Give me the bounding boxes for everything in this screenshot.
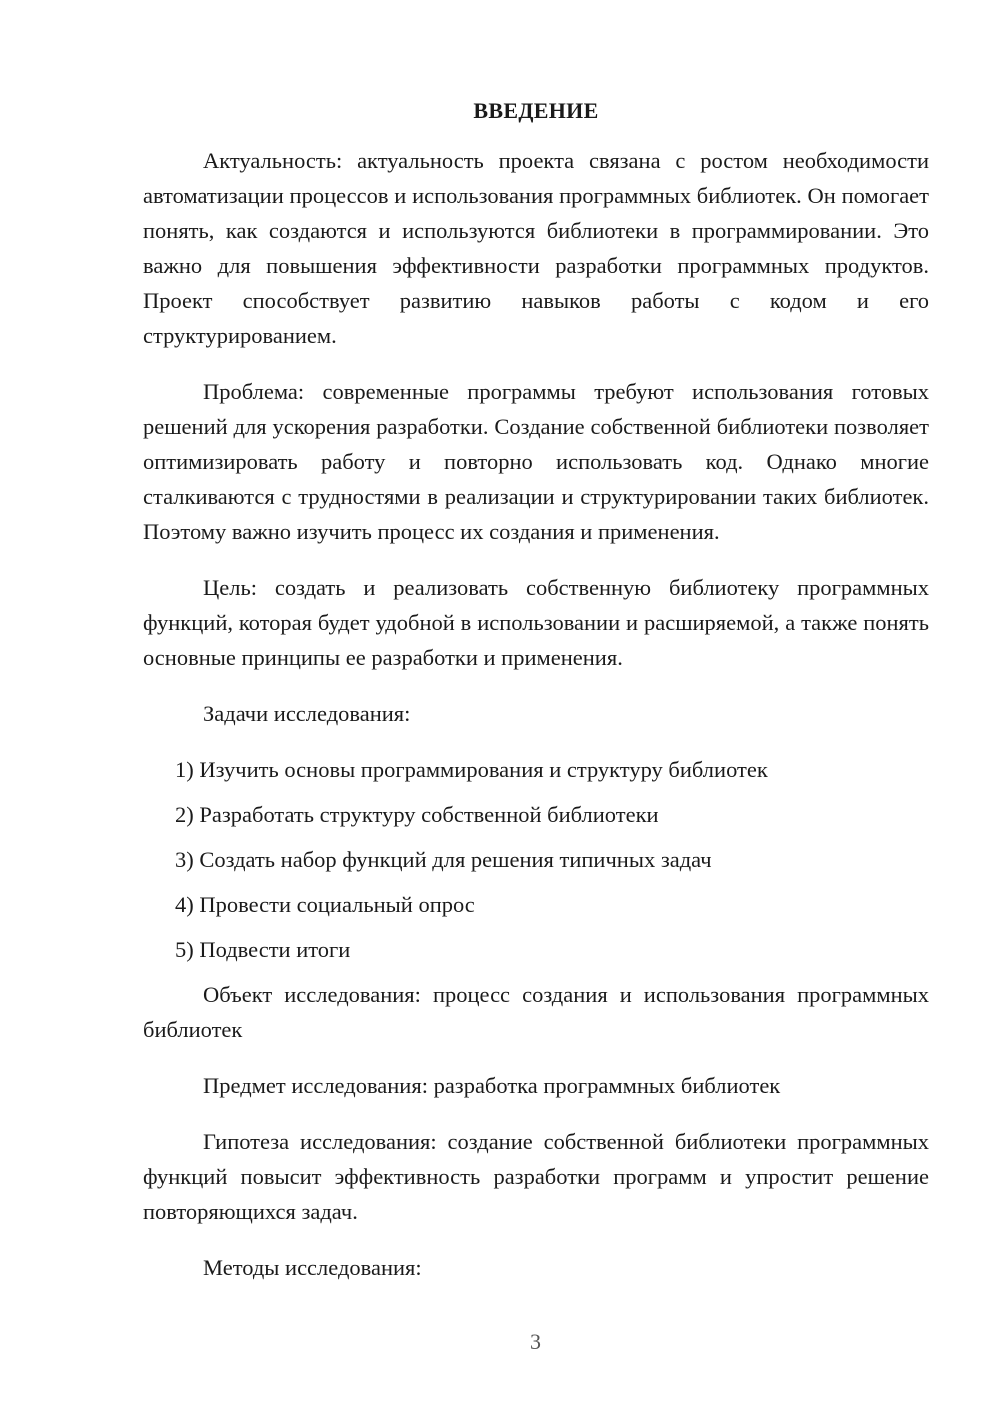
list-item: 4) Провести социальный опрос <box>175 892 475 917</box>
list-item: 1) Изучить основы программирования и структуру библиотек <box>175 757 768 782</box>
tasks-list <box>143 752 929 967</box>
paragraph-subject: Предмет исследования: разработка программных библиотек <box>203 1073 781 1098</box>
paragraph-goal: Цель: создать и реализовать собственную библиотеку программных функций, которая будет удобной в использовании и расширяемой, а также понять основные принципы ее разработки и применения. <box>143 575 929 670</box>
list-item: 5) Подвести итоги <box>175 937 351 962</box>
tasks-heading: Задачи исследования: <box>203 701 411 726</box>
page-number: 3 <box>530 1329 541 1354</box>
list-item: 2) Разработать структуру собственной библиотеки <box>175 802 659 827</box>
list-item: 3) Создать набор функций для решения типичных задач <box>175 847 712 872</box>
section-heading: ВВЕДЕНИЕ <box>473 98 599 123</box>
page-content <box>143 93 929 1306</box>
methods-heading: Методы исследования: <box>203 1255 422 1280</box>
paragraph-relevance: Актуальность: актуальность проекта связана с ростом необходимости автоматизации процессов и использования программных библиотек. Он помогает понять, как создаются и используются библиотеки в программировании. Это важно для повышения эффективности разработки программных продуктов. Проект способствует развитию навыков работы с кодом и его структурированием. <box>143 148 929 348</box>
paragraph-problem: Проблема: современные программы требуют использования готовых решений для ускорения разработки. Создание собственной библиотеки позволяет оптимизировать работу и повторно использовать код. Однако многие сталкиваются с трудностями в реализации и структурировании таких библиотек. Поэтому важно изучить процесс их создания и применения. <box>143 379 929 544</box>
paragraph-object: Объект исследования: процесс создания и использования программных библиотек <box>143 982 929 1042</box>
paragraph-hypothesis: Гипотеза исследования: создание собственной библиотеки программных функций повысит эффективность разработки программ и упростит решение повторяющихся задач. <box>143 1129 929 1224</box>
